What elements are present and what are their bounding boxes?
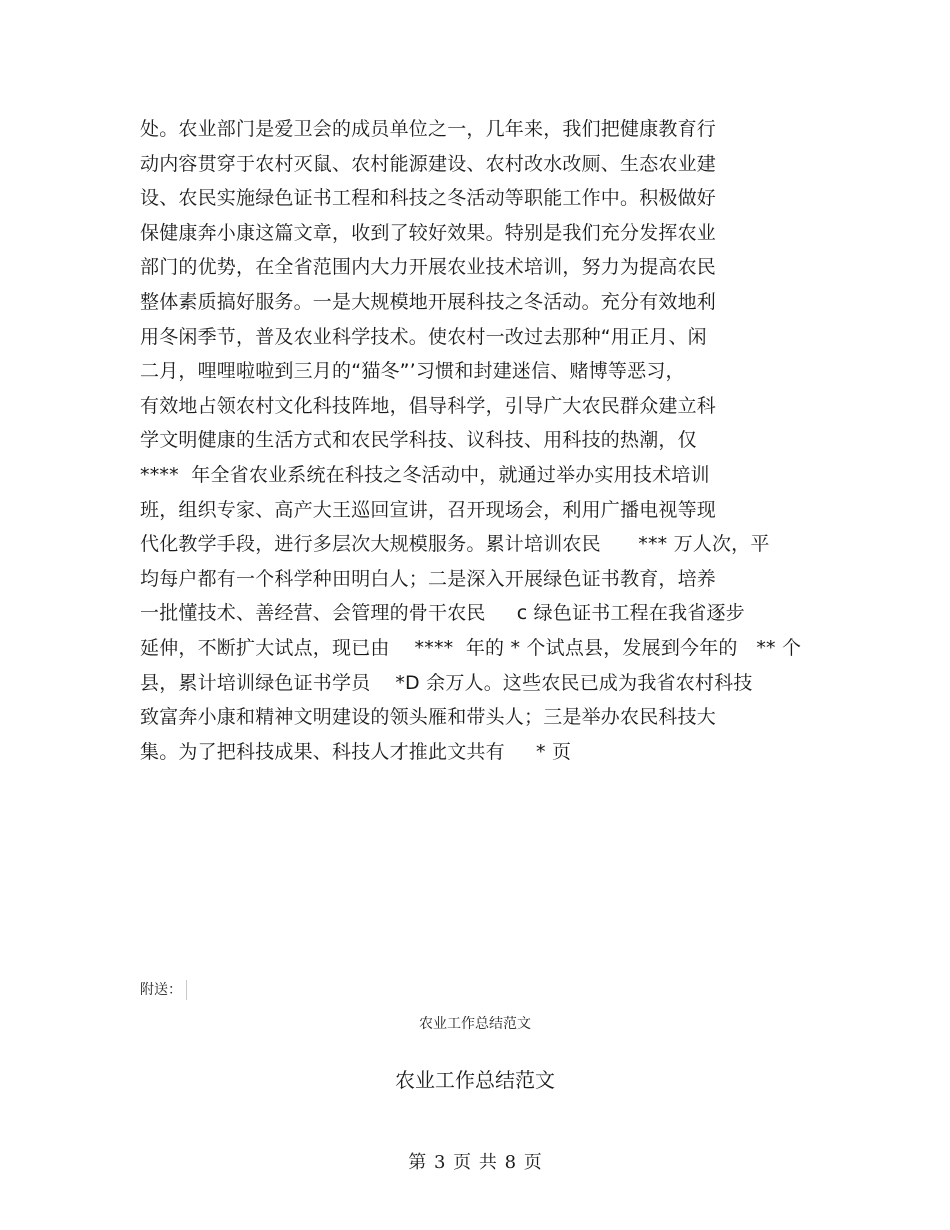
text-line: **** 年全省农业系统在科技之冬活动中，就通过举办实用技术培训 (140, 463, 710, 486)
text-line: 延伸，不断扩大试点，现已由 **** 年的 * 个试点县，发展到今年的 ** 个 (140, 636, 802, 659)
text-line: 一批懂技术、善经营、会管理的骨干农民 c 绿色证书工程在我省逐步 (140, 602, 745, 625)
attachment-small-title: 农业工作总结范文 (419, 1016, 531, 1032)
text-line: 县，累计培训绿色证书学员 *D 余万人。这些农民已成为我省农村科技 (140, 671, 753, 694)
text-line: 均每户都有一个科学种田明白人；二是深入开展绿色证书教育，培养 (140, 567, 717, 590)
text-line: 二月，哩哩啦啦到三月的“猫冬”’习惯和封建迷信、赌博等恶习， (140, 360, 685, 383)
text-line: 部门的优势，在全省范围内大力开展农业技术培训，努力为提高农民 (140, 256, 717, 279)
text-line: 动内容贯穿于农村灭鼠、农村能源建设、农村改水改厕、生态农业建 (140, 152, 717, 175)
text-line: 有效地占领农村文化科技阵地，倡导科学，引导广大农民群众建立科 (140, 394, 717, 417)
text-line: 致富奔小康和精神文明建设的领头雁和带头人；三是举办农民科技大 (140, 706, 717, 729)
attachment-label: 附送： (140, 982, 182, 998)
text-line: 班，组织专家、高产大王巡回宣讲，召开现场会，利用广播电视等现 (140, 498, 717, 521)
text-line: 设、农民实施绿色证书工程和科技之冬活动等职能工作中。积极做好 (140, 187, 717, 210)
text-line: 整体素质搞好服务。一是大规模地开展科技之冬活动。充分有效地利 (140, 290, 717, 313)
text-line: 保健康奔小康这篇文章，收到了较好效果。特别是我们充分发挥农业 (140, 221, 717, 244)
text-line: 代化教学手段，进行多层次大规模服务。累计培训农民 *** 万人次，平 (140, 533, 770, 556)
body-paragraph (140, 112, 820, 769)
text-line: 处。农业部门是爱卫会的成员单位之一，几年来，我们把健康教育行 (140, 118, 717, 140)
text-line: 用冬闲季节，普及农业科学技术。使农村一改过去那种“用正月、闲 (140, 325, 707, 348)
text-line: 学文明健康的生活方式和农民学科技、议科技、用科技的热潮，仅 (140, 429, 697, 452)
attachment-main-title: 农业工作总结范文 (395, 1068, 555, 1092)
page-footer: 第 3 页 共 8 页 (408, 1152, 542, 1173)
text-line: 集。为了把科技成果、科技人才推此文共有 * 页 (140, 740, 572, 763)
divider (186, 980, 187, 1000)
